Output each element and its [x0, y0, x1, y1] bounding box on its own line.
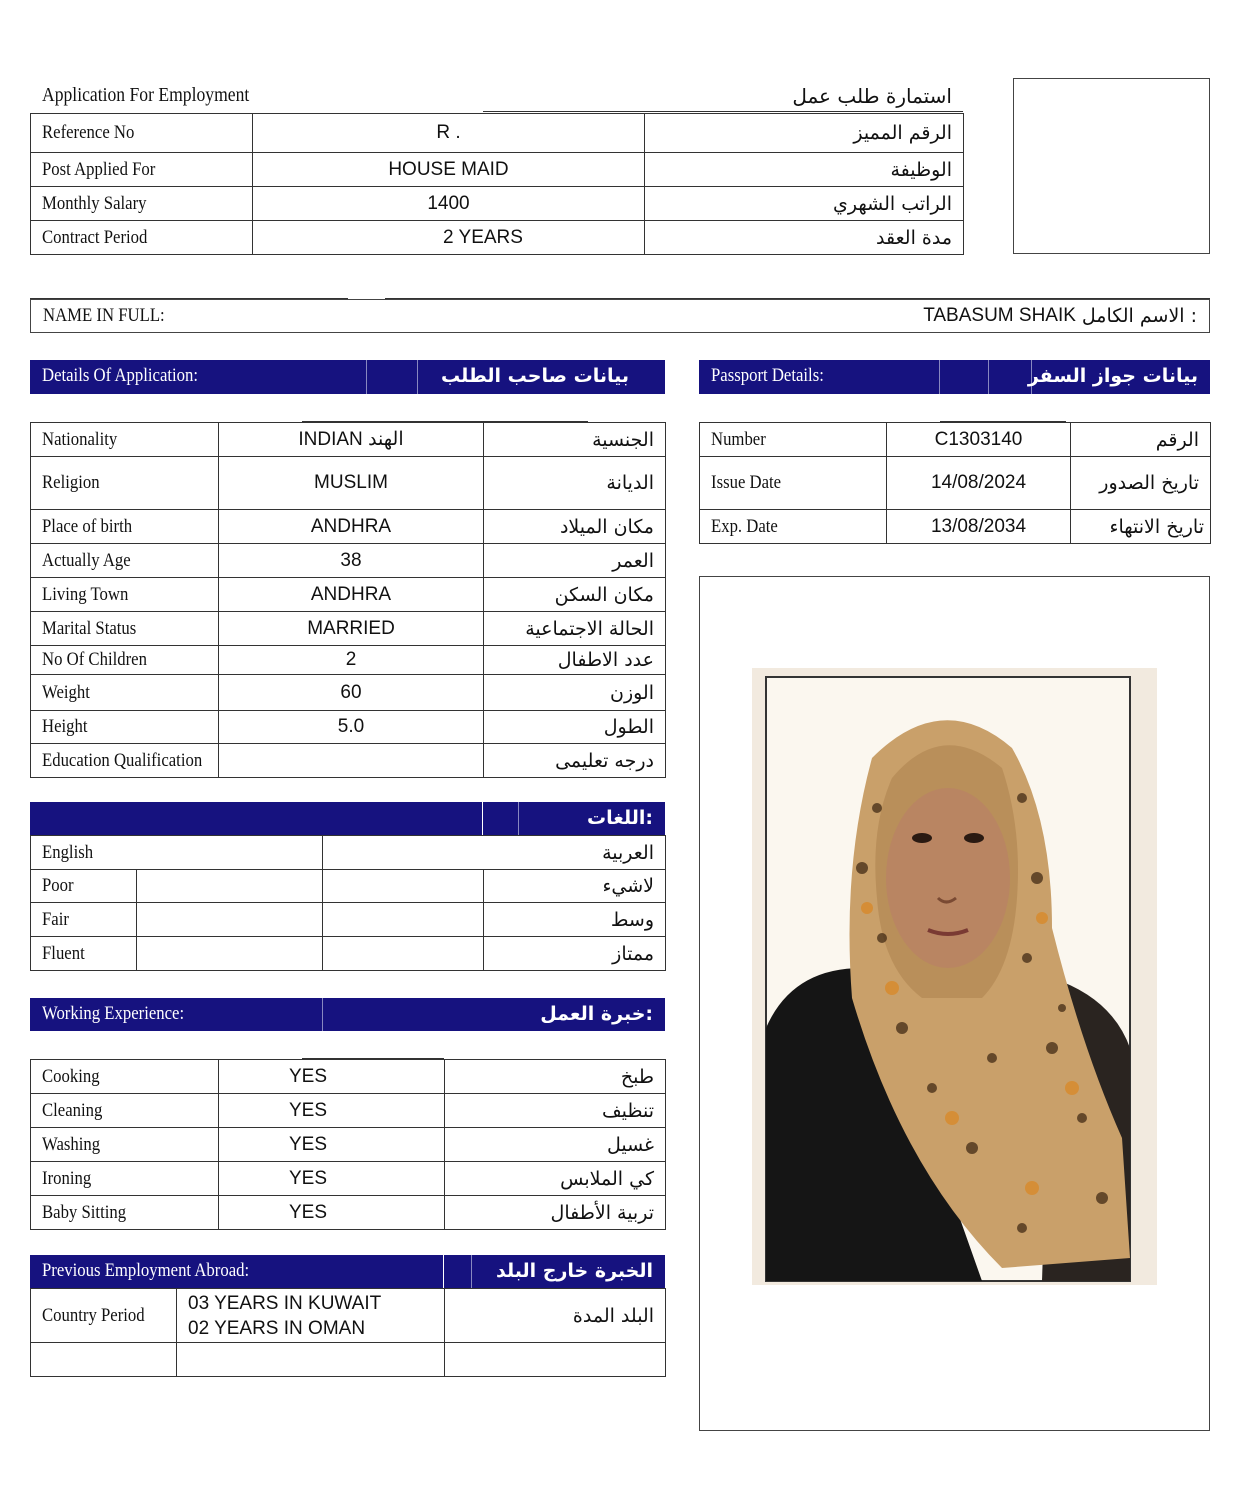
table-row: [700, 423, 1211, 457]
name-label-ar: : الاسم الكامل: [1081, 305, 1197, 327]
contract-value: 2 YEARS: [253, 221, 645, 255]
label-en: Reference No: [42, 122, 135, 143]
experience-header-en: Working Experience:: [42, 1003, 185, 1024]
table-row: [31, 578, 666, 612]
level-en: Poor: [42, 875, 74, 896]
label-en: Cooking: [42, 1065, 100, 1087]
previous-header-ar: الخبرة خارج البلد: [496, 1260, 653, 1282]
table-row: [31, 510, 666, 544]
separator: [322, 998, 323, 1031]
empty-cell: [445, 1343, 666, 1377]
weight-value: 60: [219, 675, 484, 711]
label-en: Issue Date: [711, 472, 782, 493]
table-row: [31, 1128, 666, 1162]
languages-table: [30, 835, 666, 971]
separator: [518, 802, 519, 835]
label-ar: تنظيف: [445, 1094, 666, 1128]
label-ar: البلد المدة: [445, 1289, 666, 1343]
religion-value: MUSLIM: [219, 457, 484, 510]
level-en: Fair: [42, 908, 69, 930]
table-row: [31, 1289, 666, 1343]
nationality-value: INDIAN الهند: [219, 423, 484, 457]
label-en: Living Town: [42, 583, 129, 605]
level-en: Fluent: [42, 942, 85, 964]
age-value: 38: [219, 544, 484, 578]
children-value: 2: [219, 646, 484, 675]
label-en: Washing: [42, 1133, 101, 1155]
label-en: No Of Children: [42, 649, 147, 670]
english-fluent-cell: [137, 937, 323, 971]
photo-frame: [699, 576, 1210, 1431]
level-ar: وسط: [484, 903, 666, 937]
empty-cell: [177, 1343, 445, 1377]
previous-employment-header: [30, 1255, 665, 1288]
label-en: Contract Period: [42, 226, 148, 248]
label-ar: الجنسية: [484, 423, 666, 457]
table-row: [31, 836, 666, 870]
languages-header: [30, 802, 665, 835]
label-en: Religion: [42, 472, 100, 493]
details-header-ar: بيانات صاحب الطلب: [441, 365, 629, 387]
table-row: [31, 675, 666, 711]
expiry-date-value: 13/08/2034: [887, 510, 1071, 544]
label-en: Weight: [42, 681, 90, 703]
label-en: Number: [711, 428, 766, 450]
label-en: Country Period: [42, 1304, 145, 1326]
label-ar: الرقم: [1071, 423, 1211, 457]
label-ar: الوزن: [484, 675, 666, 711]
table-row: [31, 544, 666, 578]
language-ar: العربية: [323, 836, 666, 870]
arabic-poor-cell: [323, 870, 484, 903]
form-title-en: Application For Employment: [42, 84, 250, 106]
cooking-value: YES: [219, 1060, 445, 1094]
label-ar: مدة العقد: [645, 221, 964, 255]
passport-header-en: Passport Details:: [711, 365, 824, 386]
label-ar: الراتب الشهري: [645, 187, 964, 221]
languages-header-ar: :اللغات: [587, 807, 653, 829]
label-ar: تاريخ الانتهاء: [1071, 510, 1211, 544]
details-header: [30, 360, 665, 394]
stamp-box: [1013, 78, 1210, 254]
table-row: [31, 903, 666, 937]
top-info-table: [30, 113, 964, 255]
previous-header-en: Previous Employment Abroad:: [42, 1260, 250, 1281]
label-ar: الحالة الاجتماعية: [484, 612, 666, 646]
separator: [417, 360, 418, 394]
experience-table: [30, 1059, 666, 1230]
cleaning-value: YES: [219, 1094, 445, 1128]
table-row: [31, 744, 666, 778]
details-table: [30, 422, 666, 778]
label-ar: الطول: [484, 711, 666, 744]
table-row: [700, 457, 1211, 510]
label-en: Height: [42, 716, 88, 737]
table-row: [31, 711, 666, 744]
table-row: [31, 187, 964, 221]
label-en: Baby Sitting: [42, 1201, 127, 1223]
label-en: Exp. Date: [711, 515, 778, 537]
table-row: [31, 937, 666, 971]
table-row: [31, 1196, 666, 1230]
passport-header: [699, 360, 1210, 394]
label-ar: تاريخ الصدور: [1071, 457, 1211, 510]
label-ar: طبخ: [445, 1060, 666, 1094]
table-row: [31, 612, 666, 646]
english-poor-cell: [137, 870, 323, 903]
birthplace-value: ANDHRA: [219, 510, 484, 544]
form-title-ar: استمارة طلب عمل: [792, 84, 952, 108]
label-ar: تربية الأطفال: [445, 1196, 666, 1230]
label-en: Cleaning: [42, 1099, 103, 1121]
label-ar: عدد الاطفال: [484, 646, 666, 675]
portrait-illustration: [752, 668, 1157, 1285]
name-label-en: NAME IN FULL:: [43, 305, 165, 326]
label-en: Nationality: [42, 428, 118, 450]
table-row: [31, 1343, 666, 1377]
separator: [366, 360, 367, 394]
table-row: [700, 510, 1211, 544]
living-town-value: ANDHRA: [219, 578, 484, 612]
table-row: [31, 457, 666, 510]
post-value: HOUSE MAID: [253, 153, 645, 187]
label-ar: العمر: [484, 544, 666, 578]
passport-table: [699, 422, 1211, 544]
separator: [988, 360, 989, 394]
level-ar: ممتاز: [484, 937, 666, 971]
separator: [482, 802, 483, 835]
experience-header: [30, 998, 665, 1031]
label-ar: غسيل: [445, 1128, 666, 1162]
washing-value: YES: [219, 1128, 445, 1162]
table-row: [31, 423, 666, 457]
table-row: [31, 646, 666, 675]
arabic-fair-cell: [323, 903, 484, 937]
details-header-en: Details Of Application:: [42, 365, 199, 386]
label-ar: مكان الميلاد: [484, 510, 666, 544]
label-en: Post Applied For: [42, 158, 156, 180]
table-row: [31, 870, 666, 903]
previous-employment-table: [30, 1288, 666, 1377]
passport-header-ar: بيانات جواز السفر: [1027, 365, 1198, 387]
english-fair-cell: [137, 903, 323, 937]
label-en: Monthly Salary: [42, 192, 147, 214]
marital-status-value: MARRIED: [219, 612, 484, 646]
ironing-value: YES: [219, 1162, 445, 1196]
label-en: Ironing: [42, 1167, 92, 1189]
label-ar: الرقم المميز: [645, 114, 964, 153]
table-row: [31, 1060, 666, 1094]
label-en: Marital Status: [42, 617, 137, 639]
full-name-value: TABASUM SHAIK: [923, 305, 1076, 326]
label-ar: درجه تعليمى: [484, 744, 666, 778]
label-en: Education Qualification: [42, 749, 203, 771]
table-row: [31, 1162, 666, 1196]
label-en: Actually Age: [42, 549, 131, 571]
country-period-value: 03 YEARS IN KUWAIT 02 YEARS IN OMAN: [177, 1289, 445, 1343]
table-row: [31, 221, 964, 255]
label-en: Place of birth: [42, 515, 133, 537]
salary-value: 1400: [253, 187, 645, 221]
label-ar: كي الملابس: [445, 1162, 666, 1196]
table-row: [31, 153, 964, 187]
education-value: [219, 744, 484, 778]
label-ar: الديانة: [484, 457, 666, 510]
table-row: [31, 114, 964, 153]
empty-cell: [31, 1343, 177, 1377]
name-row: [30, 299, 1210, 333]
arabic-fluent-cell: [323, 937, 484, 971]
label-ar: الوظيفة: [645, 153, 964, 187]
label-ar: مكان السكن: [484, 578, 666, 612]
issue-date-value: 14/08/2024: [887, 457, 1071, 510]
reference-no-value: R .: [253, 114, 645, 153]
table-row: [31, 1094, 666, 1128]
language-en: English: [42, 841, 94, 863]
separator: [443, 1255, 444, 1288]
experience-header-ar: :خبرة العمل: [540, 1003, 653, 1025]
applicant-photo: [752, 668, 1157, 1285]
separator: [471, 1255, 472, 1288]
passport-number-value: C1303140: [887, 423, 1071, 457]
baby-sitting-value: YES: [219, 1196, 445, 1230]
name-value-group: [923, 305, 1197, 327]
separator: [939, 360, 940, 394]
level-ar: لاشيء: [484, 870, 666, 903]
height-value: 5.0: [219, 711, 484, 744]
divider: [483, 111, 963, 112]
